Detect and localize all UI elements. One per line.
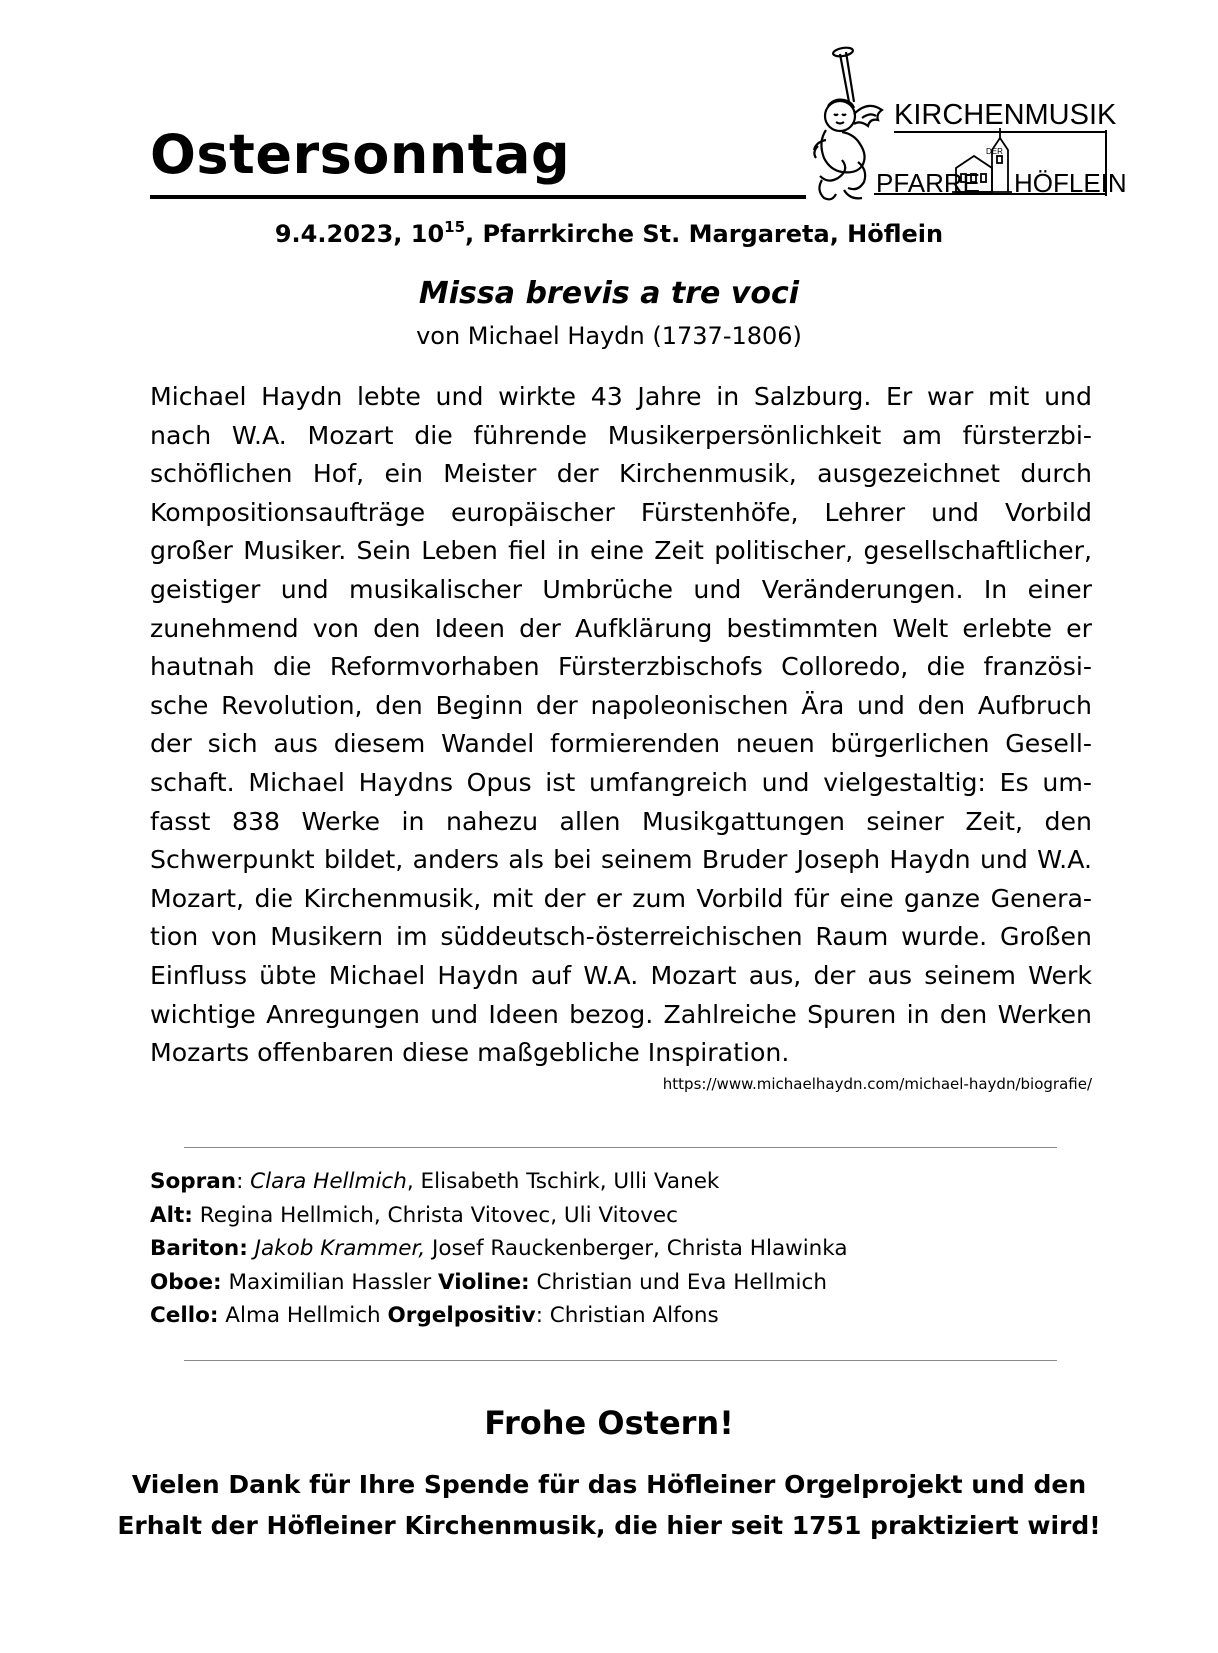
- cast-lead: Clara Hellmich: [250, 1169, 407, 1194]
- work-composer: von Michael Haydn (1737-1806): [416, 322, 802, 350]
- thanks-line: Erhalt der Höfleiner Kirchenmusik, die hier seit 1751 praktiziert wird!: [117, 1511, 1101, 1540]
- bio-line: Kompositionsaufträge europäischer Fürstenhöfe, Lehrer und Vorbild: [150, 497, 1092, 527]
- bio-line: großer Musiker. Sein Leben fiel in eine Zeit politischer, gesellschaftlicher,: [150, 536, 1092, 566]
- bio-line: fasst 838 Werke in nahezu allen Musikgattungen seiner Zeit, den: [150, 806, 1092, 836]
- cast-row-sopran: [150, 1165, 1070, 1199]
- logo-der-text: DER: [986, 147, 1003, 156]
- cast-names: Maximilian Hassler: [221, 1269, 439, 1295]
- bio-line: nach W.A. Mozart die führende Musikerpersönlichkeit am fürsterzbi-: [150, 420, 1092, 450]
- bio-line: zunehmend von den Ideen der Aufklärung bestimmten Welt erlebte er: [150, 613, 1092, 643]
- thanks-note: [0, 1464, 1218, 1546]
- event-time-superscript: 15: [444, 218, 466, 236]
- biography-text: [150, 378, 1092, 1073]
- cast-label: Sopran: [150, 1169, 237, 1194]
- cast-names: Christian und Eva Hellmich: [529, 1269, 827, 1295]
- bio-line: Schwerpunkt bildet, anders als bei seinem Bruder Joseph Haydn und W.A.: [150, 845, 1092, 875]
- cast-label: Oboe:: [150, 1269, 222, 1295]
- cast-label: Alt:: [150, 1202, 193, 1228]
- bio-line: schöflichen Hof, ein Meister der Kirchenmusik, ausgezeichnet durch: [150, 459, 1092, 489]
- cast-list: [150, 1165, 1070, 1333]
- cast-names: Josef Rauckenberger, Christa Hlawinka: [425, 1236, 848, 1261]
- cast-label: Cello:: [150, 1303, 219, 1328]
- logo-left-text: PFARRE: [876, 168, 981, 198]
- logo-right-text: HÖFLEIN: [1014, 168, 1127, 198]
- easter-greeting: Frohe Ostern!: [484, 1404, 734, 1442]
- bio-line: wichtige Anregungen und Ideen bezog. Zahlreiche Spuren in den Werken: [150, 999, 1092, 1029]
- event-date: 9.4.2023, 10: [274, 220, 445, 248]
- bio-line: geistiger und musikalischer Umbrüche und Veränderungen. In einer: [150, 574, 1092, 604]
- bio-line: sche Revolution, den Beginn der napoleonischen Ära und den Aufbruch: [150, 690, 1092, 720]
- source-link[interactable]: https://www.michaelhaydn.com/michael-haydn/biografie/: [662, 1075, 1092, 1093]
- cast-label: Bariton:: [150, 1236, 248, 1261]
- cast-row-cello-orgel: [150, 1299, 1070, 1333]
- work-title: Missa brevis a tre voci: [418, 276, 800, 311]
- cast-names: Alma Hellmich: [218, 1303, 388, 1328]
- bio-line: tion von Musikern im süddeutsch-österreichischen Raum wurde. Großen: [150, 922, 1092, 952]
- bio-line: Michael Haydn lebte und wirkte 43 Jahre in Salzburg. Er war mit und: [150, 382, 1092, 411]
- cast-label: Violine:: [438, 1269, 530, 1295]
- title-underline: [150, 195, 806, 199]
- angel-trumpet-church-icon: [814, 46, 882, 199]
- event-line: [0, 218, 1218, 249]
- cast-row-alt: [150, 1199, 1070, 1233]
- cast-row-bariton: [150, 1232, 1070, 1266]
- thanks-line: Vielen Dank für Ihre Spende für das Höfleiner Orgelprojekt und den: [131, 1470, 1087, 1499]
- cast-separator: :: [236, 1169, 251, 1194]
- divider-top: [184, 1147, 1057, 1148]
- bio-line: Mozart, die Kirchenmusik, mit der er zum Vorbild für eine ganze Genera-: [150, 883, 1092, 913]
- bio-line: hautnah die Reformvorhaben Fürsterzbischofs Colloredo, die französi-: [150, 652, 1092, 682]
- event-place: , Pfarrkirche St. Margareta, Höflein: [465, 220, 944, 248]
- cast-names: : Christian Alfons: [535, 1303, 719, 1328]
- page-title: Ostersonntag: [150, 123, 571, 186]
- divider-bottom: [184, 1360, 1057, 1361]
- cast-names: Regina Hellmich, Christa Vitovec, Uli Vitovec: [192, 1202, 678, 1228]
- cast-row-oboe-violine: [150, 1266, 1070, 1300]
- logo-top-text: KIRCHENMUSIK: [894, 99, 1117, 131]
- cast-names: , Elisabeth Tschirk, Ulli Vanek: [406, 1169, 720, 1194]
- kirchenmusik-logo: [806, 44, 1127, 210]
- cast-lead: Jakob Krammer,: [247, 1236, 426, 1261]
- bio-line: Einfluss übte Michael Haydn auf W.A. Mozart aus, der aus seinem Werk: [150, 960, 1092, 990]
- cast-label: Orgelpositiv: [387, 1303, 536, 1328]
- bio-line: der sich aus diesem Wandel formierenden neuen bürgerlichen Gesell-: [150, 729, 1092, 759]
- bio-line: Mozarts offenbaren diese maßgebliche Inspiration.: [150, 1038, 790, 1068]
- bio-line: schaft. Michael Haydns Opus ist umfangreich und vielgestaltig: Es um-: [150, 767, 1092, 797]
